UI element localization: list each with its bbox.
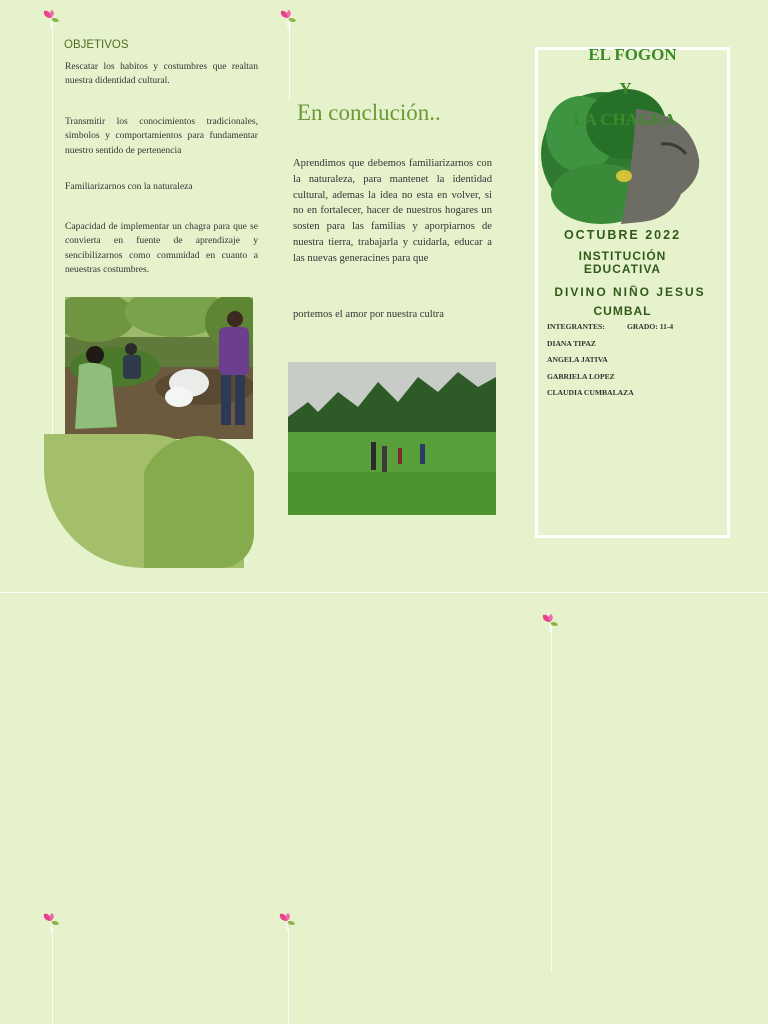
guide-line	[289, 20, 290, 100]
flower-icon	[277, 8, 299, 30]
member-name: CLAUDIA CUMBALAZA	[547, 388, 634, 397]
objective-paragraph: Familiarizarnos con la naturaleza	[65, 181, 193, 192]
guide-line	[52, 928, 53, 1024]
objective-paragraph: Capacidad de implementar un chagra para que se convierta en fuente de aprendizaje y sencibilizarnos como comunidad en cuanto a neuestras costumbres.	[65, 221, 258, 276]
page-divider	[0, 592, 768, 593]
member-name: ANGELA JATIVA	[547, 355, 608, 364]
cover-illustration	[541, 84, 703, 226]
chagra-work-photo	[65, 297, 253, 439]
flower-icon	[40, 8, 62, 30]
objective-paragraph: Rescatar los habitos y costumbres que realtan nuestra didentidad cultural.	[65, 61, 258, 87]
grade-label: GRADO: 11-4	[627, 322, 674, 331]
decorative-leaf	[44, 434, 256, 568]
guide-line	[551, 626, 552, 971]
conclusion-closing-line: portemos el amor por nuestra cultra	[293, 309, 444, 320]
flower-icon	[276, 911, 298, 933]
objective-paragraph: Transmitir los conocimientos tradicionales, simbolos y comportamientos para fundamentar nuestro sentido de pertenencia	[65, 116, 258, 156]
member-name: DIANA TIPAZ	[547, 339, 596, 348]
flower-icon	[40, 911, 62, 933]
school-name-line-1: DIVINO NIÑO JESUS	[554, 285, 706, 299]
conclusion-paragraph: Aprendimos que debemos familiarizarnos con la naturaleza, para mantenet la identidad cultural, ademas la idea no esta en volver, si no en fortalecer, hacer de nuestros hogares un sosten para las familias y aporpiarnos de nuestra tierra, trabajarla y cuidarla, educar a las nuevas generacines para que	[293, 158, 492, 264]
members-label: INTEGRANTES:	[547, 322, 605, 331]
conclusion-heading: En conclución..	[297, 100, 441, 125]
school-name-line-2: CUMBAL	[593, 304, 652, 318]
guide-line	[288, 928, 289, 1024]
institution-line-1: INSTITUCIÓN	[578, 249, 667, 263]
cover-date: OCTUBRE 2022	[563, 228, 682, 242]
cover-title-line-1: EL FOGON	[588, 45, 677, 64]
institution-line-2: EDUCATIVA	[583, 262, 662, 276]
field-photo	[288, 362, 496, 515]
guide-line	[52, 20, 53, 435]
objetivos-heading: OBJETIVOS	[64, 39, 129, 51]
member-name: GABRIELA LOPEZ	[547, 372, 615, 381]
cover-title-line-2: Y	[619, 79, 632, 98]
flower-icon	[539, 612, 561, 634]
cover-title-line-3: LA CHAGRA	[573, 110, 676, 129]
